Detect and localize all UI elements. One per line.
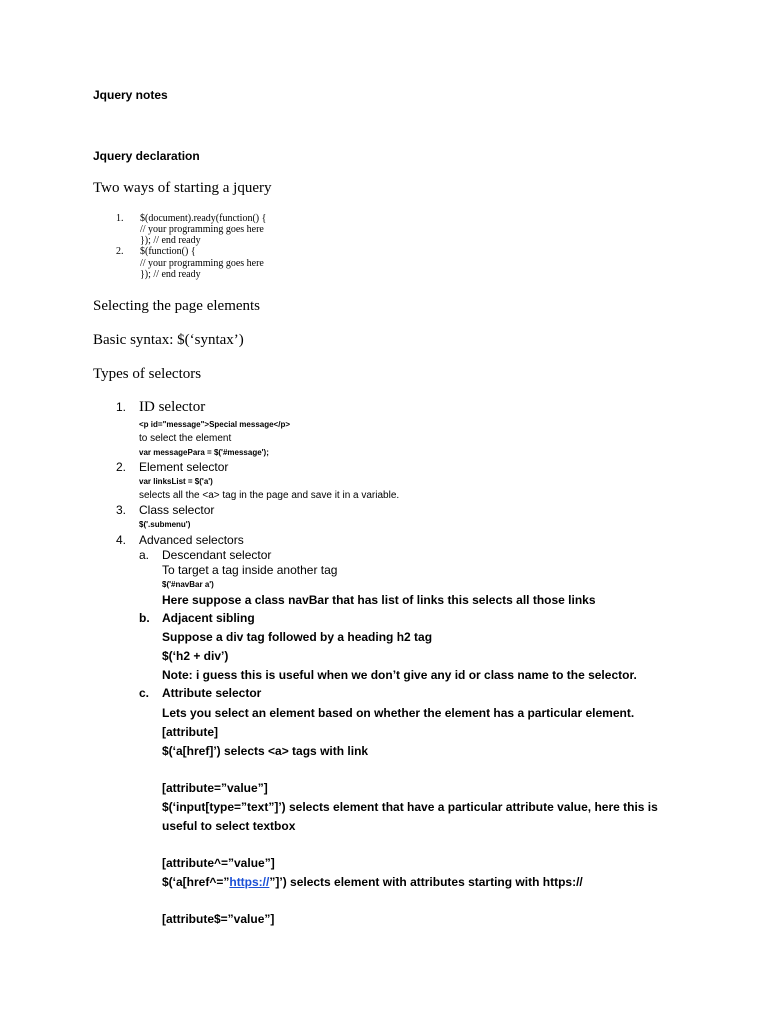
list-letter: a. xyxy=(139,548,150,562)
code-snippet: $('.submenu') xyxy=(139,520,191,529)
selector-desc: to select the element xyxy=(139,433,232,444)
two-ways-heading: Two ways of starting a jquery xyxy=(93,180,272,196)
selector-label: ID selector xyxy=(139,399,206,415)
https-link[interactable]: https:// xyxy=(229,875,270,889)
list-number: 3. xyxy=(116,503,127,517)
attr-example xyxy=(162,876,583,890)
selecting-heading: Selecting the page elements xyxy=(93,298,261,314)
selector-label: Descendant selector xyxy=(162,548,272,562)
selector-label: Attribute selector xyxy=(162,686,262,700)
selector-label: Advanced selectors xyxy=(139,533,244,547)
code-snippet: $('#navBar a') xyxy=(162,580,214,589)
code-line: }); // end ready xyxy=(140,235,201,246)
selector-desc: To target a tag inside another tag xyxy=(162,563,338,577)
code-line: }); // end ready xyxy=(140,269,201,280)
code-snippet: <p id="message">Special message</p> xyxy=(139,420,291,429)
types-heading: Types of selectors xyxy=(93,366,202,382)
code-snippet: var linksList = $('a') xyxy=(139,477,213,486)
basic-syntax: Basic syntax: $(‘syntax’) xyxy=(93,332,244,348)
list-number: 4. xyxy=(116,533,127,547)
code-line: $(function() { xyxy=(140,246,196,257)
selector-desc: Suppose a div tag followed by a heading h2 tag xyxy=(162,630,433,644)
selector-desc: selects all the <a> tag in the page and save it in a variable. xyxy=(139,490,400,501)
code-snippet: $(‘h2 + div’) xyxy=(162,649,229,663)
attr-example-prefix: $(‘a[href^=” xyxy=(162,875,230,889)
code-line: // your programming goes here xyxy=(140,258,264,269)
selector-note: Here suppose a class navBar that has list of links this selects all those links xyxy=(162,593,596,607)
list-number: 1. xyxy=(116,400,127,414)
list-number: 2. xyxy=(116,246,124,257)
attr-syntax: [attribute=”value”] xyxy=(162,781,268,795)
selector-label: Element selector xyxy=(139,460,229,474)
declaration-heading: Jquery declaration xyxy=(93,149,200,163)
attr-example: $(‘a[href]’) selects <a> tags with link xyxy=(162,744,369,758)
selector-note: Note: i guess this is useful when we don’t give any id or class name to the selector. xyxy=(162,668,637,682)
list-number: 2. xyxy=(116,460,127,474)
doc-title: Jquery notes xyxy=(93,88,168,102)
selector-label: Adjacent sibling xyxy=(162,611,255,625)
attr-example-suffix: ”]’) selects element with attributes starting with https:// xyxy=(269,875,583,889)
code-line: // your programming goes here xyxy=(140,224,264,235)
list-number: 1. xyxy=(116,213,124,224)
attr-example: $(‘input[type=”text”]’) selects element that have a particular attribute value, here this is xyxy=(162,800,658,814)
code-snippet: var messagePara = $('#message'); xyxy=(139,448,269,457)
list-letter: b. xyxy=(139,611,150,625)
list-letter: c. xyxy=(139,686,150,700)
selector-label: Class selector xyxy=(139,503,215,517)
attr-syntax: [attribute^=”value”] xyxy=(162,856,275,870)
selector-desc: Lets you select an element based on whether the element has a particular element. xyxy=(162,706,635,720)
attr-example: useful to select textbox xyxy=(162,819,296,833)
attr-syntax: [attribute$=”value”] xyxy=(162,912,275,926)
attr-syntax: [attribute] xyxy=(162,725,218,739)
code-line: $(document).ready(function() { xyxy=(140,213,267,224)
